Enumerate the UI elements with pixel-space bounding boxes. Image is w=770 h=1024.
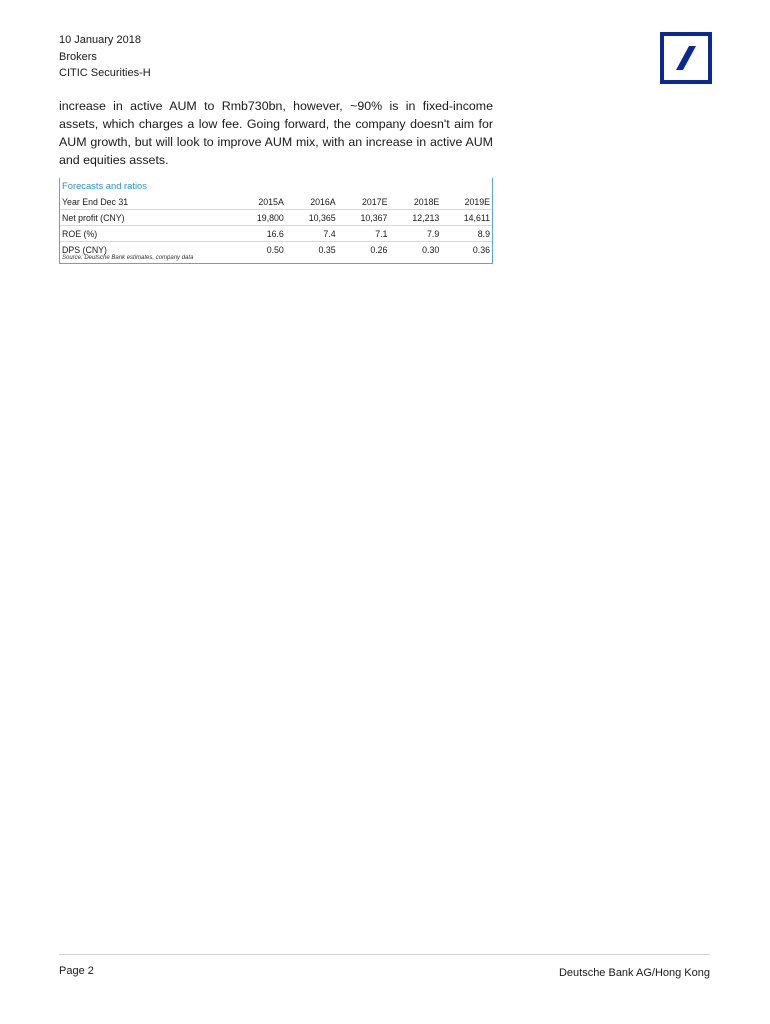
footer-entity: Deutsche Bank AG/Hong Kong <box>558 967 710 979</box>
header-cell: 2015A <box>258 196 284 207</box>
slash-icon <box>664 36 708 80</box>
forecasts-table <box>60 194 492 257</box>
company-name: CITIC Securities-H <box>59 67 151 79</box>
table-cell: 0.35 <box>318 244 336 255</box>
table-cell: 8.9 <box>477 228 490 239</box>
table-cell: 12,213 <box>412 212 440 223</box>
report-date: 10 January 2018 <box>59 34 141 46</box>
table-cell: 7.4 <box>323 228 336 239</box>
report-sector: Brokers <box>59 50 97 63</box>
row-label: DPS (CNY) <box>62 244 107 255</box>
table-title: Forecasts and ratios <box>62 180 147 191</box>
header-cell: 2016A <box>310 196 336 207</box>
table-cell: 10,365 <box>308 212 336 223</box>
deutsche-bank-logo <box>660 32 712 84</box>
header-cell: 2018E <box>413 196 440 207</box>
header-cell: 2017E <box>362 196 388 207</box>
row-label: Net profit (CNY) <box>62 212 125 223</box>
table-cell: 7.1 <box>375 228 388 239</box>
table-cell: 10,367 <box>360 212 388 223</box>
table-row <box>60 226 492 242</box>
header-cell: 2019E <box>464 196 490 207</box>
table-cell: 19,800 <box>256 212 284 223</box>
footer-divider <box>59 954 710 955</box>
body-paragraph: increase in active AUM to Rmb730bn, however, ~90% is in fixed-income assets, which charges a low fee. Going forward, the company doesn't aim for AUM growth, but will look to improve AUM mix, with an increase in active AUM and equities assets. <box>59 99 493 167</box>
document-header <box>59 32 151 82</box>
forecasts-table-box <box>59 178 493 264</box>
table-cell: 16.6 <box>266 228 284 239</box>
table-cell: 0.26 <box>370 244 388 255</box>
page-number: Page 2 <box>59 965 94 977</box>
row-label: ROE (%) <box>62 228 98 239</box>
table-source-note: Source: Deutsche Bank estimates, company data <box>62 255 194 261</box>
table-cell: 14,611 <box>463 212 490 223</box>
table-header-row <box>60 194 492 210</box>
table-cell: 7.9 <box>427 228 440 239</box>
header-cell: Year End Dec 31 <box>62 196 129 207</box>
table-cell: 0.30 <box>422 244 440 255</box>
table-row <box>60 210 492 226</box>
table-cell: 0.36 <box>472 244 490 255</box>
table-cell: 0.50 <box>266 244 284 255</box>
